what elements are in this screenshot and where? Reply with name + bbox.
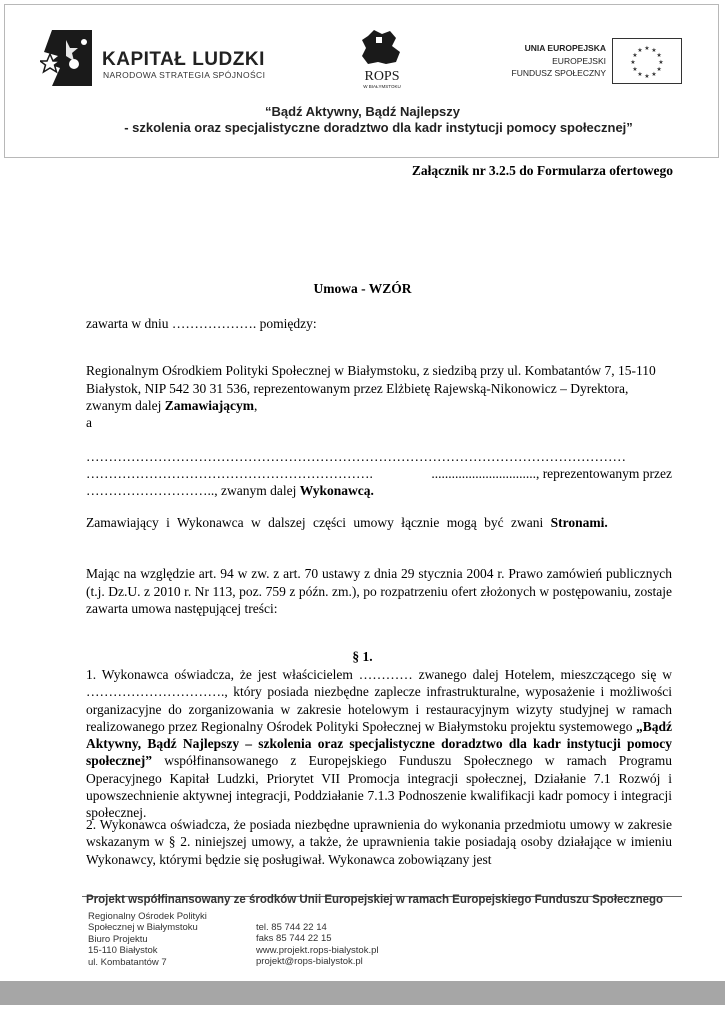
- document-title: Umowa - WZÓR: [313, 281, 412, 296]
- project-slogan: [0, 104, 725, 136]
- ue-line1: UNIA EUROPEJSKA: [524, 43, 606, 53]
- rops-logo: [352, 28, 412, 92]
- parties-paragraph: [86, 514, 672, 532]
- footer-website: www.projekt.rops-bialystok.pl: [256, 944, 379, 956]
- s1-p1-project-name: „Bądź Aktywny, Bądź Najlepszy – szkolenia oraz specjalistyczne doradztwo dla kadr instytucji pomocy społecznej”: [86, 718, 672, 769]
- footer-contact: [256, 922, 379, 968]
- party2-role: Wykonawcą.: [299, 483, 374, 498]
- footer-address-line: 15-110 Białystok: [88, 945, 158, 957]
- conjunction-a: a: [86, 415, 92, 430]
- slogan-line1: “Bądź Aktywny, Bądź Najlepszy: [264, 104, 461, 119]
- eu-star-icon: ★: [656, 67, 662, 73]
- s1-p1-text-b: współfinansowanego z Europejskiego Funduszu Społecznego w ramach Programu Operacyjnego Kapitał Ludzki, Priorytet VII Promocja integracji społecznej, Działanie 7.1 Rozwój i upowszechnienie aktywnej integracji, Poddziałanie 7.1.3 Podnoszenie kwalifikacji kadr pomocy i integracji społecznej.: [86, 753, 672, 821]
- footer-fax: faks 85 744 22 15: [256, 933, 332, 945]
- rops-city: W BIAŁYMSTOKU: [363, 84, 401, 89]
- section-1-item-2: 2. Wykonawca oświadcza, że posiada niezbędne uprawnienia do wykonania przedmiotu umowy w zakresie wskazanym w § 2. niniejszej umowy, a także, że uprawnienia takie posiadają osoby działające w imieniu Wykonawcy, którymi będzie się posługiwał. Wykonawca zobowiązany jest: [86, 817, 672, 867]
- legal-basis-paragraph: Mając na względzie art. 94 w zw. z art. 70 ustawy z dnia 29 stycznia 2004 r. Prawo zamówień publicznych (t.j. Dz.U. z 2010 r. Nr 113, poz. 759 z późn. zm.), po rozpatrzeniu ofert złożonych w postępowaniu, zostaje zawarta umowa następującej treści:: [86, 566, 672, 616]
- party2-line2: [86, 465, 672, 483]
- eu-star-icon: ★: [656, 53, 662, 59]
- parties-bold: Stronami.: [550, 515, 608, 530]
- slogan-line2: - szkolenia oraz specjalistyczne doradztwo dla kadr instytucji pomocy społecznej”: [124, 120, 633, 135]
- party1-text: Regionalnym Ośrodkiem Polityki Społecznej w Białymstoku, z siedzibą przy ul. Kombatantów 7, 15-110 Białystok, NIP 542 30 31 536, reprezentowanym przez Elżbietę Rajewską-Nikonowicz – Dyrektora, zwanym dalej: [86, 363, 656, 413]
- eu-star-icon: ★: [637, 47, 643, 54]
- party1-end: ,: [253, 398, 258, 413]
- footer-title: Projekt współfinansowany ze środków Unii Europejskiej w ramach Europejskiego Funduszu Społecznego: [86, 894, 664, 906]
- eu-star-icon: ★: [644, 74, 650, 80]
- eu-star-icon: ★: [632, 67, 638, 73]
- footer-bar: [0, 981, 725, 1005]
- party2-line1: …………………………………………………………………………………………………………: [86, 449, 626, 464]
- parties-text: Zamawiający i Wykonawca w dalszej części umowy łącznie mogą być zwani: [86, 515, 551, 530]
- footer-address-line: Biuro Projektu: [88, 933, 148, 945]
- footer-address-line: Społecznej w Białymstoku: [88, 922, 198, 934]
- footer-address-line: Regionalny Ośrodek Polityki: [88, 911, 207, 922]
- party2-named-text: ……………………….., zwanym dalej: [86, 483, 300, 498]
- ue-line3: FUNDUSZ SPOŁECZNY: [511, 68, 606, 78]
- party2-dots: ……………………………………………………….: [86, 466, 373, 481]
- eu-star-icon: ★: [651, 47, 657, 54]
- date-paragraph: zawarta w dniu ………………. pomiędzy:: [86, 316, 317, 331]
- section-1-item-1: [86, 666, 672, 822]
- party2-representative: ..............................., reprezentowanym przez: [431, 466, 672, 481]
- ue-line2: EUROPEJSKI: [552, 55, 606, 66]
- ue-text: [498, 42, 606, 80]
- footer-address: [88, 911, 207, 968]
- eu-star-icon: ★: [632, 53, 638, 59]
- s1-p1-text-a: 1. Wykonawca oświadcza, że jest właścicielem ………… zwanego dalej Hotelem, mieszczącego się w …………………………., który posiada niezbędne zaplecze infrastrukturalne, wyposażenie i możliwości organizacyjne do zorganizowania w zakresie hotelowym i restauracyjnym wizyty studyjnej w ramach realizowanego przez Regionalny Ośrodek Polityki Społecznej w Białymstoku projektu systemowego: [86, 667, 672, 734]
- party1-paragraph: [86, 362, 672, 415]
- kapital-ludzki-subtitle: NARODOWA STRATEGIA SPÓJNOŚCI: [103, 70, 266, 80]
- party1-role: Zamawiającym: [164, 398, 254, 413]
- eu-flag: [612, 38, 682, 84]
- eu-star-icon: ★: [658, 60, 664, 66]
- attachment-label: Załącznik nr 3.2.5 do Formularza ofertowego: [411, 163, 673, 178]
- footer-email: projekt@rops-bialystok.pl: [256, 956, 363, 968]
- kapital-ludzki-title: KAPITAŁ LUDZKI: [102, 49, 265, 70]
- footer-address-line: ul. Kombatantów 7: [88, 956, 167, 968]
- party2-line3: [86, 482, 672, 500]
- eu-star-icon: ★: [644, 46, 650, 52]
- kapital-ludzki-logo: [40, 28, 96, 88]
- eu-star-icon: ★: [630, 60, 636, 66]
- eu-star-icon: ★: [651, 72, 657, 79]
- footer-phone: tel. 85 744 22 14: [256, 922, 327, 933]
- eu-star-icon: ★: [637, 72, 643, 79]
- rops-label: ROPS: [364, 69, 400, 84]
- section-1-heading: § 1.: [352, 649, 373, 664]
